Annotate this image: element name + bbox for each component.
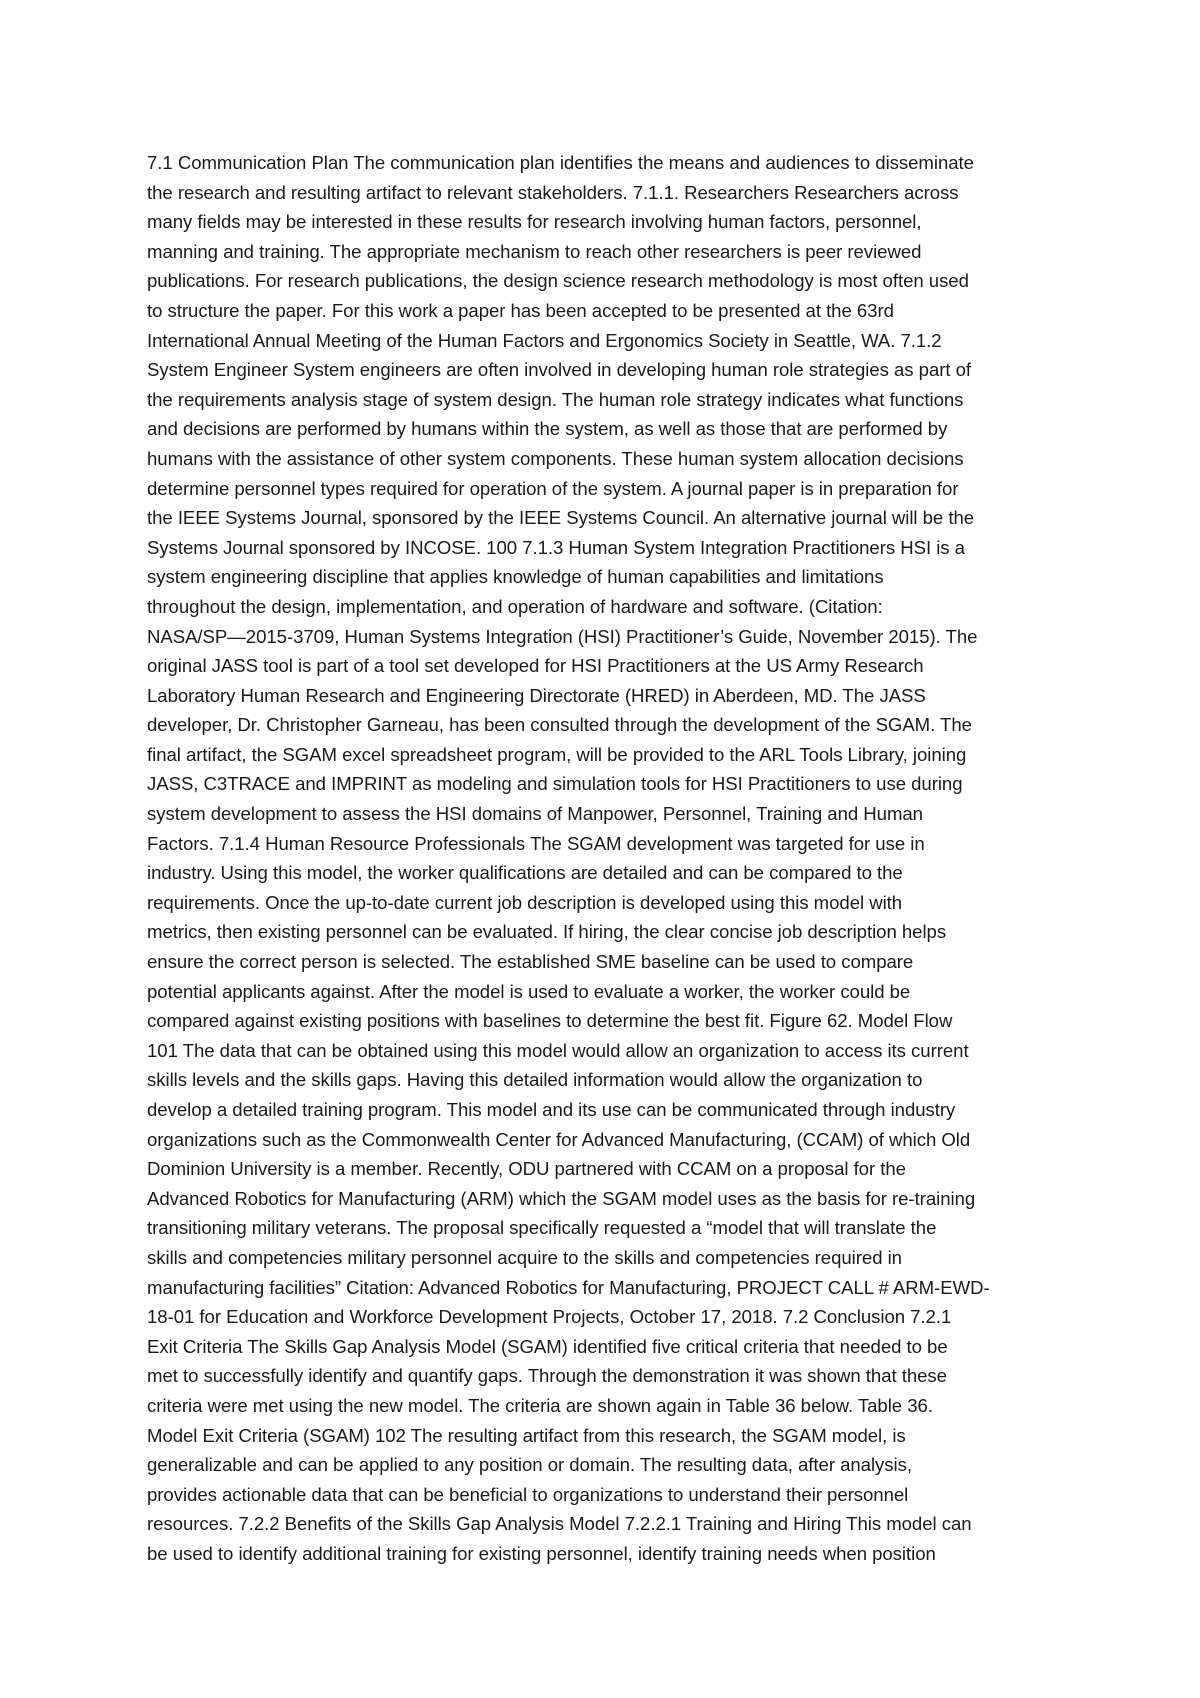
- text-line: organizations such as the Commonwealth Center for Advanced Manufacturing, (CCAM) of which Old: [147, 1128, 971, 1150]
- text-line: potential applicants against. After the model is used to evaluate a worker, the worker could be: [147, 980, 911, 1002]
- text-line: JASS, C3TRACE and IMPRINT as modeling and simulation tools for HSI Practitioners to use during: [147, 773, 963, 795]
- text-line: be used to identify additional training for existing personnel, identify training needs when position: [147, 1542, 936, 1564]
- text-line: system engineering discipline that applies knowledge of human capabilities and limitations: [147, 566, 884, 588]
- text-line: skills and competencies military personnel acquire to the skills and competencies required in: [147, 1246, 902, 1268]
- text-line: throughout the design, implementation, and operation of hardware and software. (Citation:: [147, 595, 883, 617]
- text-line: industry. Using this model, the worker qualifications are detailed and can be compared to the: [147, 862, 903, 884]
- text-line: developer, Dr. Christopher Garneau, has been consulted through the development of the SGAM. The: [147, 714, 972, 736]
- text-line: [147, 1569, 1067, 1599]
- text-line: compared against existing positions with baselines to determine the best fit. Figure 62. Model Flow: [147, 1010, 953, 1032]
- text-line: resources. 7.2.2 Benefits of the Skills Gap Analysis Model 7.2.2.1 Training and Hiring This model can: [147, 1513, 972, 1535]
- text-line: Laboratory Human Research and Engineering Directorate (HRED) in Aberdeen, MD. The JASS: [147, 684, 926, 706]
- text-line: develop a detailed training program. This model and its use can be communicated through industry: [147, 1099, 956, 1120]
- text-line: 18-01 for Education and Workforce Development Projects, October 17, 2018. 7.2 Conclusion 7.2.1: [147, 1306, 952, 1328]
- text-line: original JASS tool is part of a tool set developed for HSI Practitioners at the US Army Research: [147, 655, 924, 677]
- text-line: publications. For research publications, the design science research methodology is most often used: [147, 270, 969, 292]
- text-line: system development to assess the HSI domains of Manpower, Personnel, Training and Human: [147, 803, 923, 825]
- text-line: 7.1 Communication Plan The communication plan identifies the means and audiences to disseminate: [147, 152, 974, 173]
- text-line: generalizable and can be applied to any position or domain. The resulting data, after analysis,: [147, 1454, 912, 1476]
- text-line: met to successfully identify and quantify gaps. Through the demonstration it was shown that these: [147, 1365, 947, 1387]
- text-line: to structure the paper. For this work a paper has been accepted to be presented at the 63rd: [147, 299, 894, 321]
- text-line: criteria were met using the new model. The criteria are shown again in Table 36 below. Table 36.: [147, 1394, 933, 1416]
- text-line: Exit Criteria The Skills Gap Analysis Model (SGAM) identified five critical criteria that needed to be: [147, 1335, 948, 1357]
- text-line: Systems Journal sponsored by INCOSE. 100 7.1.3 Human System Integration Practitioners HSI is a: [147, 536, 965, 558]
- text-line: NASA/SP—2015-3709, Human Systems Integration (HSI) Practitioner’s Guide, November 2015). The: [147, 625, 978, 647]
- text-line: skills levels and the skills gaps. Having this detailed information would allow the organization to: [147, 1069, 923, 1091]
- text-line: International Annual Meeting of the Human Factors and Ergonomics Society in Seattle, WA. 7.1.2: [147, 329, 942, 351]
- text-line: the IEEE Systems Journal, sponsored by the IEEE Systems Council. An alternative journal will be the: [147, 507, 975, 529]
- text-line: requirements. Once the up-to-date current job description is developed using this model with: [147, 891, 903, 913]
- text-line: many fields may be interested in these results for research involving human factors, personnel,: [147, 211, 922, 233]
- text-line: humans with the assistance of other system components. These human system allocation decisions: [147, 447, 964, 469]
- text-line: ensure the correct person is selected. The established SME baseline can be used to compare: [147, 951, 914, 973]
- text-line: the research and resulting artifact to relevant stakeholders. 7.1.1. Researchers Researchers across: [147, 181, 959, 203]
- text-line: provides actionable data that can be beneficial to organizations to understand their personnel: [147, 1483, 909, 1505]
- text-line: 101 The data that can be obtained using this model would allow an organization to access its current: [147, 1039, 969, 1061]
- text-line: manufacturing facilities” Citation: Advanced Robotics for Manufacturing, PROJECT CALL # ARM-EWD-: [147, 1276, 990, 1298]
- text-line: Factors. 7.1.4 Human Resource Professionals The SGAM development was targeted for use in: [147, 832, 925, 854]
- text-line: Model Exit Criteria (SGAM) 102 The resulting artifact from this research, the SGAM model, is: [147, 1424, 906, 1446]
- text-line: transitioning military veterans. The proposal specifically requested a “model that will translate the: [147, 1217, 937, 1239]
- text-line: the requirements analysis stage of system design. The human role strategy indicates what functions: [147, 388, 964, 410]
- text-line: manning and training. The appropriate mechanism to reach other researchers is peer reviewed: [147, 240, 922, 262]
- text-line: System Engineer System engineers are often involved in developing human role strategies as part of: [147, 359, 972, 381]
- text-line: and decisions are performed by humans within the system, as well as those that are performed by: [147, 418, 948, 440]
- text-line: Dominion University is a member. Recently, ODU partnered with CCAM on a proposal for the: [147, 1158, 906, 1180]
- text-line: determine personnel types required for operation of the system. A journal paper is in preparation for: [147, 477, 959, 499]
- text-line: metrics, then existing personnel can be evaluated. If hiring, the clear concise job description helps: [147, 921, 947, 943]
- body-text: [147, 148, 1067, 1598]
- text-line: Advanced Robotics for Manufacturing (ARM) which the SGAM model uses as the basis for re-training: [147, 1187, 976, 1209]
- text-line: final artifact, the SGAM excel spreadsheet program, will be provided to the ARL Tools Library, joining: [147, 743, 967, 765]
